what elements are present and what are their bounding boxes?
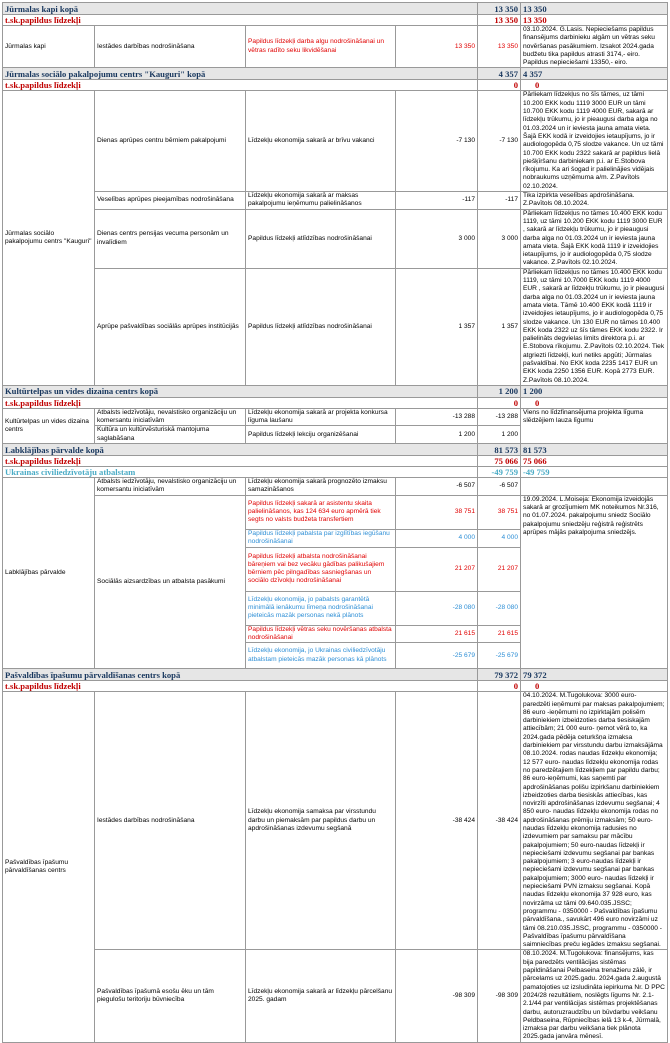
section-title: Kultūrtelpas un vides dizaina centrs kopā <box>3 385 478 397</box>
section-total-2: 13 350 <box>521 3 668 15</box>
amount-cell: 4 000 <box>396 529 478 547</box>
subtotal-label: t.sk.papildus līdzekļi <box>3 681 478 692</box>
section-total-2: 1 200 <box>521 385 668 397</box>
institution-cell: Kultūrtelpas un vides dizaina centrs <box>3 408 95 443</box>
activity-cell: Atbalsts iedzīvotāju, nevalstisko organizāciju un komersantu iniciatīvām <box>95 478 246 496</box>
amount-cell-2: 1 357 <box>478 268 521 385</box>
amount-cell: -25 679 <box>396 643 478 669</box>
amount-cell: 21 207 <box>396 547 478 591</box>
activity-cell: Iestādes darbības nodrošināšana <box>95 692 246 950</box>
amount-cell-2: 21 615 <box>478 625 521 643</box>
reason-cell: Papildus līdzekļi lekciju organizēšanai <box>246 426 396 444</box>
section-total-2: 81 573 <box>521 444 668 456</box>
table-row <box>3 26 668 68</box>
subtotal-value-1: 0 <box>478 397 521 408</box>
amount-cell-2: 3 000 <box>478 209 521 268</box>
table-row <box>3 950 668 1042</box>
subtotal-value-2: 13 350 <box>521 15 668 26</box>
subtotal-row <box>3 456 668 467</box>
amount-cell-2: 1 200 <box>478 426 521 444</box>
amount-cell-2: -28 080 <box>478 591 521 625</box>
section-header-row <box>3 444 668 456</box>
section-total-1: 13 350 <box>478 3 521 15</box>
section-total-1: 4 357 <box>478 68 521 80</box>
section-header-row <box>3 385 668 397</box>
section-title: Jūrmalas sociālo pakalpojumu centrs "Kauguri" kopā <box>3 68 478 80</box>
table-row <box>3 192 668 210</box>
subtotal-row <box>3 80 668 91</box>
budget-table-wrapper <box>2 2 668 1043</box>
subtotal-value-2: 0 <box>521 681 668 692</box>
note-cell: Pārliekam līdzekļus no šīs tāmes, uz tāmi 10.200 EKK kodu 1119 3000 EUR un tāmi 10.700 EKK kodu 1119 4000 EUR, sakarā ar līdzekļu trūkumu, jo ir pieaugusi darba alga no 01.03.2024 un ir ieviesta jauna amata vieta. Šajā EKK kodā ir izveidojies ietaupījums, jo ir audiologopēda 0,75 slodze vakance. Un uz tāmi 10.700 EKK kodu 2322 sakarā ar papildus lielā piešķīršanu darbiniekam p.i. ar E.Stobova rīkojumu. Ka ari šogad ir palielinājies vidējais nobraukums uzņēmuma a/m. Z.Pavītols 02.10.2024. <box>521 91 668 192</box>
section-title: Pašvaldības īpašumu pārvaldīšanas centrs kopā <box>3 669 478 681</box>
subtotal-value-1: 75 066 <box>478 456 521 467</box>
amount-cell-2: 21 207 <box>478 547 521 591</box>
activity-cell: Aprūpe pašvaldības sociālās aprūpes institūcijās <box>95 268 246 385</box>
reason-cell: Līdzekļu ekonomija sakarā ar projekta konkursa līguma laušanu <box>246 408 396 426</box>
table-row <box>3 209 668 268</box>
reason-cell: Līdzekļu ekonomija, jo pabalsts garantētā minimālā ienākumu līmeņa nodrošināšanai pieteicās mazāk personas nekā plānots <box>246 591 396 625</box>
subtotal-row <box>3 15 668 26</box>
subtotal-row <box>3 397 668 408</box>
note-cell: Pārliekam līdzekļus no tāmes 10.400 EKK kodu 1119, uz tāmi 10.7000 EKK kodu 1119 4000 EUR , sakarā ar līdzekļu trūkumu, jo ir pieaugusi darba alga no 01.03.2024 un ir ieviesta jauna amata vieta. Tāmē 10.400 EKK kodā 1119 ir izveidojies ietaupījums, jo ir audiologopēda 0,75 slodze vakance. Un 130 EUR no tāmes 10.400 EKK koda 2322 uz šīs tāmes EKK kodu 2322. Ir palielināts degvielas limits direktora p.i. ar E.Stobova rīkojumu. Z.Pavītols 02.10.2024. Tiek atgriezti līdzekļi, kuri netiks apgūti; Jūrmalas pašvaldībai. No EKK koda 2235 1417 EUR un EKK koda 2250 1356 EUR. Kopā 2773 EUR. Z.Pavītols 08.10.2024. <box>521 268 668 385</box>
budget-table <box>2 2 668 1043</box>
reason-cell: Līdzekļu ekonomija samaksa par virsstundu darbu un piemaksām par papildus darbu un apdrošināšanas izdevumu segšanā <box>246 692 396 950</box>
amount-cell: -13 288 <box>396 408 478 426</box>
subtotal-value-2: 0 <box>521 80 668 91</box>
reason-cell: Papildus līdzekļi atlīdzības nodrošināšanai <box>246 268 396 385</box>
institution-cell: Jūrmalas kapi <box>3 26 95 68</box>
subtotal-label: t.sk.papildus līdzekļi <box>3 397 478 408</box>
note-cell: Tika izpirkta veselības apdrošināšana. Z.Pavītols 08.10.2024. <box>521 192 668 210</box>
activity-cell: Kultūra un kultūrvēsturiskā mantojuma saglabāšana <box>95 426 246 444</box>
amount-cell: -7 130 <box>396 91 478 192</box>
amount-cell: -38 424 <box>396 692 478 950</box>
subtotal-value-1: 0 <box>478 80 521 91</box>
amount-cell-2: 38 751 <box>478 495 521 529</box>
ukraine-support-value-1: -49 759 <box>478 467 521 478</box>
institution-cell: Jūrmalas sociālo pakalpojumu centrs "Kauguri" <box>3 91 95 385</box>
note-cell: 19.09.2024. L.Moiseja: Ekonomija izveidojās sakarā ar grozījumiem MK noteikumos Nr.316, no 01.07.2024. pakalpojumu sniedz Sociālo pakalpojumu sniedzēju reģistrā reģistrēts aprūpes mājās pakalpojuma sniedzējs. <box>521 495 668 669</box>
amount-cell: -98 309 <box>396 950 478 1042</box>
table-row <box>3 478 668 496</box>
table-row <box>3 408 668 426</box>
reason-cell: Līdzekļu ekonomija sakarā ar maksas pakalpojumu ieņēmumu palielināšanos <box>246 192 396 210</box>
section-header-row <box>3 669 668 681</box>
section-total-2: 4 357 <box>521 68 668 80</box>
activity-cell: Dienas centrs pensijas vecuma personām un invalīdiem <box>95 209 246 268</box>
ukraine-support-row <box>3 467 668 478</box>
subtotal-label: t.sk.papildus līdzekļi <box>3 80 478 91</box>
amount-cell-2: -117 <box>478 192 521 210</box>
subtotal-value-1: 13 350 <box>478 15 521 26</box>
activity-cell: Pašvaldības īpašumā esošu ēku un tām piegulošu teritoriju būvniecība <box>95 950 246 1042</box>
section-total-2: 79 372 <box>521 669 668 681</box>
amount-cell: 38 751 <box>396 495 478 529</box>
note-cell <box>521 478 668 496</box>
reason-cell: Papildus līdzekļi sakarā ar asistentu skaita palielināšanos, kas 124 634 euro apmērā tiek segts no valsts budžeta transfertiem <box>246 495 396 529</box>
amount-cell: 3 000 <box>396 209 478 268</box>
ukraine-support-value-2: -49 759 <box>521 467 668 478</box>
section-header-row <box>3 3 668 15</box>
reason-cell: Papildus līdzekļi darba algu nodrošināšanai un vētras radīto seku likvidēšanai <box>246 26 396 68</box>
amount-cell-2: -38 424 <box>478 692 521 950</box>
amount-cell-2: -7 130 <box>478 91 521 192</box>
activity-cell: Veselības aprūpes pieejamības nodrošināšana <box>95 192 246 210</box>
subtotal-label: t.sk.papildus līdzekļi <box>3 15 478 26</box>
note-cell: Pārliekam līdzekļus no tāmes 10.400 EKK kodu 1119, uz tāmi 10.200 EKK kodu 1119 3000 EUR , sakarā ar līdzekļu trūkumu, jo ir pieaugusi darba alga no 01.03.2024 un ir ieviesta jauna amata vieta. Šajā EKK kodā 1119 ir izveidojies ietaupījums, jo ir audiologopēda 0,75 slodze vakance. Z.Pavītols 02.10.2024. <box>521 209 668 268</box>
subtotal-value-2: 0 <box>521 397 668 408</box>
section-total-1: 81 573 <box>478 444 521 456</box>
amount-cell-2: -6 507 <box>478 478 521 496</box>
activity-cell: Dienas aprūpes centru bērniem pakalpojumi <box>95 91 246 192</box>
reason-cell: Papildus līdzekļi vētras seku novēršanas atbalsta nodrošināšanai <box>246 625 396 643</box>
reason-cell: Līdzekļu ekonomija sakarā ar brīvu vakanci <box>246 91 396 192</box>
institution-cell: Pašvaldības īpašumu pārvaldīšanas centrs <box>3 692 95 1042</box>
amount-cell-2: 4 000 <box>478 529 521 547</box>
reason-cell: Līdzekļu ekonomija sakarā ar līdzekļu pārcelšanu 2025. gadam <box>246 950 396 1042</box>
institution-cell: Labklājības pārvalde <box>3 478 95 669</box>
activity-cell: Sociālās aizsardzības un atbalsta pasākumi <box>95 495 246 669</box>
amount-cell: 21 615 <box>396 625 478 643</box>
section-header-row <box>3 68 668 80</box>
reason-cell: Papildus līdzekļi atbalsta nodrošināšanai bāreņiem vai bez vecāku gādības palikušajiem bērniem pēc pilngadības sasniegšanas un sociālo dzīvokļu nodrošināšanai <box>246 547 396 591</box>
amount-cell: -6 507 <box>396 478 478 496</box>
subtotal-value-2: 75 066 <box>521 456 668 467</box>
note-cell: 03.10.2024. G.Lasis. Nepieciešams papildus finansējums darbinieku algām un vētras seku novēršanas pasākumiem. Izsakot 2024.gada budžetu tika papildus atrasti 3174,- eiro. Papildus nepieciešami 13350,- eiro. <box>521 26 668 68</box>
ukraine-support-label: Ukrainas civiliedzīvotāju atbalstam <box>3 467 478 478</box>
note-cell: 04.10.2024. M.Tugolukova: 3000 euro- paredzēti ieņēmumi par maksas pakalpojumiem; 86 euro -ieņēmumi no izpirktajām polisēm darbiniekiem izbeidzoties darba tiesiskajām attiecībām; 21 000 euro- ņemot vērā to, ka 2024.gada pēdēja ceturkšņa izmaksa darbiniekiem par virsstundu darbu izmaksājāma 08.10.2024. rodas naudas līdzekļu ekonomija; 12 577 euro- naudas līdzekļu ekonomija rodas no paredzētajiem līdzekļiem par papildu darbu; 86 euro-ieņēmumi, kas saņemti par apdrošināšanas polišu izpirkšanu darbiniekiem izbeidzoties darba tiesiskās attiecības, kas novirzīti apdrošināšanas izdevumu segšanai; 4 850 euro- naudas līdzekļu ekonomija rodas no apdrošināšanas prēmiju izmaksām; 50 euro-naudas līdzekļu ekonomija radusies no izdevumiem par samaksu par mācību pakalpojumiem; 50 euro-naudas līdzekļi ir nepieciešami izdevumu segšanai par bankas pakalpojumiem; 3 euro-naudas līdzekļi ir nepieciešami izdevumu segšanai par bankas pakalpojumiem; 3000 euro- naudas līdzekļi ir nepieciešami PVN izmaksu segšanai. Kopā naudas līdzekļu ekonomija 37 928 euro, kas novirzāma uz tāmi 09.640.035.JSSC; programmu - 0350000 - Pašvaldības īpašumu pārvaldīšana., savukārt 496 euro novirzāmi uz tāmi 08.210.035.JSSC, programmu - 0350000 - Pašvaldības īpašumu pārvaldīšana saimniecības preču iegādes izmaksu segšanai. <box>521 692 668 950</box>
amount-cell-2: -13 288 <box>478 408 521 426</box>
amount-cell-2: -98 309 <box>478 950 521 1042</box>
amount-cell-2: 13 350 <box>478 26 521 68</box>
subtotal-label: t.sk.papildus līdzekļi <box>3 456 478 467</box>
subtotal-row <box>3 681 668 692</box>
amount-cell-2: -25 679 <box>478 643 521 669</box>
reason-cell: Līdzekļu ekonomija sakarā prognozēto izmaksu samazināšanos <box>246 478 396 496</box>
table-row <box>3 692 668 950</box>
section-total-1: 1 200 <box>478 385 521 397</box>
amount-cell: 13 350 <box>396 26 478 68</box>
note-cell: 08.10.2024. M.Tugolukova: finansējums, kas bija paredzēts ventilācijas sistēmas papildināšanai Pelbaseina trenažieru zālē, ir pārcelams uz 2025.gadu. 2024.gada 2.augustā pamatojoties uz izsludināta iepirkuma Nr. D PPC 2024/28 rezultātiem, noslēgts līgums Nr. 2.1-2.1/44 par ventilācijas sistēmas projektēšanas darbu, autoruzraudzību un būvdarbu veikšanu Peldbaseina, Rūpniecības ielā 13 k-4, Jūrmalā, izmaksa par darbu veikšana tiek plānota 2025.gada janvāra mēnesī. <box>521 950 668 1042</box>
table-row <box>3 91 668 192</box>
reason-cell: Papildus līdzekļi pabalsta par izglītības iegūšanu nodrošināšanai <box>246 529 396 547</box>
reason-cell: Līdzekļu ekonomija, jo Ukrainas civiliedzīvotāju atbalstam pieteicās mazāk personas kā plānots <box>246 643 396 669</box>
amount-cell: -28 080 <box>396 591 478 625</box>
amount-cell: 1 200 <box>396 426 478 444</box>
activity-cell: Iestādes darbības nodrošināšana <box>95 26 246 68</box>
section-total-1: 79 372 <box>478 669 521 681</box>
note-cell: Viens no līdzfinansējuma projekta līguma slēdzējiem lauza līgumu <box>521 408 668 443</box>
reason-cell: Papildus līdzekļi atlīdzības nodrošināšanai <box>246 209 396 268</box>
subtotal-value-1: 0 <box>478 681 521 692</box>
amount-cell: 1 357 <box>396 268 478 385</box>
section-title: Labklājības pārvalde kopā <box>3 444 478 456</box>
activity-cell: Atbalsts iedzīvotāju, nevalstisko organizāciju un komersantu iniciatīvām <box>95 408 246 426</box>
amount-cell: -117 <box>396 192 478 210</box>
table-row <box>3 495 668 529</box>
table-row <box>3 268 668 385</box>
section-title: Jūrmalas kapi kopā <box>3 3 478 15</box>
